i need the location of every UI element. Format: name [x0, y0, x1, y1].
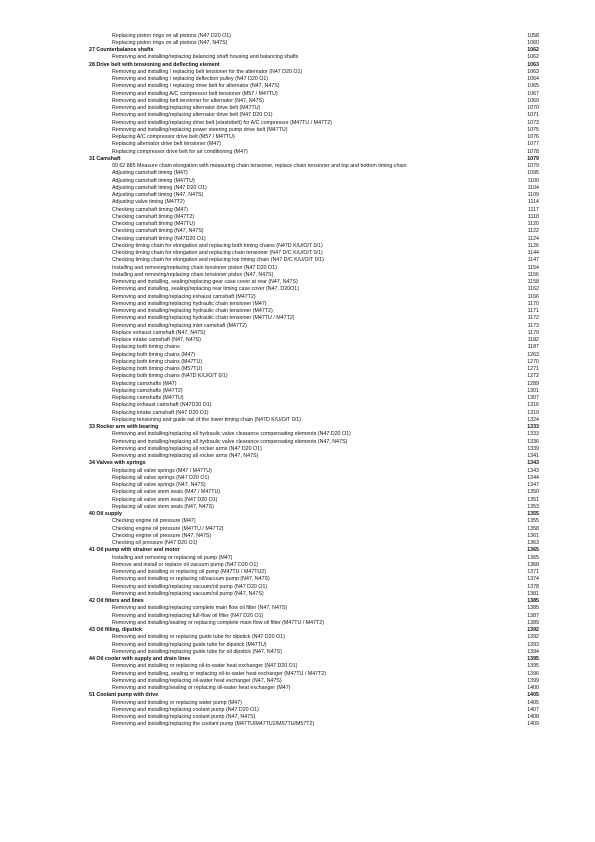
toc-entry[interactable]: [89, 98, 539, 105]
toc-page-number: 1324: [527, 416, 539, 423]
toc-entry-title: Replace intake camshaft (N47, N47S): [112, 337, 201, 343]
toc-entry-title: Removing and installing/sealing or replacing oil-water heat exchanger (M47): [112, 685, 291, 691]
toc-entry-title: Adjusting valve timing (M47T2): [112, 199, 185, 206]
toc-page-number: 1396: [527, 670, 539, 677]
toc-entry[interactable]: [89, 149, 539, 156]
toc-entry-title: Removing and installing/replacing all rocker arms (N47, N47S): [112, 453, 259, 459]
toc-entry-title: Replacing all valve springs (M47 / M47TU): [112, 467, 212, 474]
toc-section-heading[interactable]: [89, 692, 539, 699]
toc-entry-title: Replacing piston rings on all pistons (N47 D20 O1): [112, 32, 231, 39]
toc-entry[interactable]: [89, 344, 539, 351]
toc-entry-title: Removing and installing/replacing drive belt (elastobelt) for A/C compressor (M47TU / M47T2): [112, 119, 332, 126]
toc-entry-title: Removing and installing/replacing balancing shaft housing and balancing shafts: [112, 54, 299, 61]
toc-page-number: 1394: [527, 648, 539, 655]
toc-entry[interactable]: [89, 584, 539, 591]
toc-entry-title: Removing and installing/replacing hydraulic chain tensioner (M47): [112, 300, 267, 307]
toc-entry[interactable]: [89, 634, 539, 641]
toc-page-number: 1058: [527, 32, 539, 39]
toc-entry[interactable]: [89, 468, 539, 475]
toc-entry-title: Removing and installing/replacing exhaust camshaft (M47T2): [112, 293, 256, 300]
toc-entry[interactable]: [89, 555, 539, 562]
toc-entry[interactable]: [89, 540, 539, 547]
toc-page-number: 1172: [527, 315, 539, 322]
toc-page-number: 1100: [527, 177, 539, 184]
toc-page-number: 1070: [527, 105, 539, 111]
toc-entry[interactable]: [89, 373, 539, 380]
toc-entry[interactable]: [89, 707, 539, 714]
toc-entry-title: Removing and installing/replacing the coolant pump (M47TU/M47TU2/M57TU/M57T2): [112, 721, 315, 728]
toc-entry[interactable]: [89, 671, 539, 678]
toc-entry-title: Checking camshaft timing (M47TU): [112, 221, 196, 227]
toc-entry[interactable]: [89, 105, 539, 112]
toc-entry[interactable]: [89, 446, 539, 453]
toc-entry[interactable]: [89, 613, 539, 620]
toc-entry[interactable]: [89, 533, 539, 540]
toc-entry-title: Replace exhaust camshaft (N47, N47S): [112, 329, 206, 336]
toc-page-number: 1166: [527, 293, 539, 300]
toc-entry-title: Removing and installing/replacing coolant pump (N47 D20 O1): [112, 706, 259, 713]
toc-entry-title: 27 Counterbalance shafts: [89, 47, 154, 53]
toc-entry-title: Replacing alternator drive belt tensioner (M47): [112, 141, 221, 148]
toc-entry-title: Replacing camshafts (M47TU): [112, 395, 184, 401]
toc-entry-title: Checking timing chain for elongation and replacing chain tensioner (N47 D/C K/U/O/T 0/1): [112, 250, 323, 256]
toc-entry[interactable]: [89, 489, 539, 496]
toc-page-number: 1399: [527, 677, 539, 684]
toc-entry-title: Replacing piston rings on all pistons (N47, N47S): [112, 39, 228, 46]
toc-page-number: 1409: [527, 721, 539, 728]
toc-entry[interactable]: [89, 221, 539, 228]
toc-page-number: 1162: [527, 286, 539, 293]
toc-entry-title: Replacing tensioning and guide rail of the lower timing chain (N47D K/U/O/T 0/1): [112, 416, 301, 423]
toc-entry-title: Replacing all valve springs (N47, N47S): [112, 482, 206, 488]
toc-entry-title: 41 Oil pump with strainer and motor: [89, 547, 180, 554]
toc-entry[interactable]: [89, 388, 539, 395]
toc-entry-title: Checking camshaft timing (M47T2): [112, 213, 195, 220]
toc-page-number: 1263: [527, 351, 539, 358]
toc-entry[interactable]: [89, 178, 539, 185]
toc-entry[interactable]: [89, 120, 539, 127]
toc-page-number: 1154: [527, 264, 539, 271]
toc-entry[interactable]: [89, 366, 539, 373]
toc-entry-title: Checking oil pressure (N47 D20 O1): [112, 540, 198, 546]
toc-page-number: 1118: [528, 213, 539, 220]
toc-page-number: 1355: [527, 518, 539, 525]
toc-entry-title: Replacing all valve springs (N47 D20 O1): [112, 474, 210, 481]
toc-entry-title: Removing and installing, sealing/replacing gear case cover at rear (N47, N47S): [112, 279, 298, 285]
toc-entry[interactable]: [89, 265, 539, 272]
toc-entry[interactable]: [89, 475, 539, 482]
toc-entry[interactable]: [89, 381, 539, 388]
toc-entry-title: Replacing both timing chains (M57TU): [112, 366, 203, 372]
toc-entry[interactable]: [89, 323, 539, 330]
toc-entry-title: Removing and installing/replacing guide tube for oil dipstick (N47, N47S): [112, 648, 282, 655]
toc-entry-title: 34 Valves with springs: [89, 460, 146, 467]
toc-entry-title: Checking camshaft timing (N47, N47S): [112, 228, 204, 235]
toc-entry[interactable]: [89, 576, 539, 583]
toc-page-number: 1270: [527, 358, 539, 365]
toc-entry[interactable]: [89, 214, 539, 221]
toc-page-number: 1182: [527, 337, 539, 343]
toc-page-number: 1350: [527, 489, 539, 496]
toc-page-number: 1289: [527, 380, 539, 387]
toc-entry-title: 40 Oil supply: [89, 511, 122, 517]
toc-entry-title: Removing and installing/replacing hydraulic chain tensioner (M47T2): [112, 308, 273, 314]
toc-entry-title: Removing and installing or replacing oil-to-water heat exchanger (N47 D20 O1): [112, 663, 298, 670]
toc-entry[interactable]: [89, 315, 539, 322]
toc-entry-title: 00 62 885 Measure chain elongation with measuring chain tensioner, replace chain tensioner and top and bottom timing chain: [112, 163, 407, 169]
toc-entry-title: Removing and installing/replacing hydraulic chain tensioner (M47TU / M47T2): [112, 315, 295, 322]
toc-page-number: 1117: [528, 206, 539, 213]
toc-entry[interactable]: [89, 410, 539, 417]
toc-entry[interactable]: [89, 352, 539, 359]
toc-entry-title: Replacing both timing chains: [112, 344, 180, 351]
toc-entry-title: Adjusting camshaft timing (N47 D20 O1): [112, 184, 207, 191]
toc-entry-title: Replacing all valve stem seals (N47, N47S): [112, 503, 214, 510]
toc-page-number: 1079: [527, 163, 539, 169]
toc-entry[interactable]: [89, 439, 539, 446]
toc-entry-title: Removing and installing / replacing belt tensioner for the alternator (N47 D20 O1): [112, 68, 303, 75]
toc-entry[interactable]: [89, 605, 539, 612]
toc-entry-title: Replacing both timing chains (N47D K/U/O/T 0/1): [112, 373, 228, 380]
toc-entry[interactable]: [89, 228, 539, 235]
toc-entry-title: Removing and installing/replacing oil-water heat exchanger (N47, N47S): [112, 677, 282, 684]
toc-entry-title: Installing and removing/replacing chain tensioner piston (N47, N47S): [112, 271, 274, 278]
toc-page-number: 1073: [527, 119, 539, 126]
toc-entry[interactable]: [89, 294, 539, 301]
toc-entry-title: Checking timing chain for elongation and replacing both timing chains (N47D K/U/O/T 0/1): [112, 242, 323, 249]
toc-page-number: 1365: [527, 547, 539, 554]
toc-page-number: 1336: [527, 438, 539, 445]
toc-entry[interactable]: [89, 192, 539, 199]
toc-entry-title: Removing and installing, sealing/replacing rear timing case cover (N47, D20O1): [112, 286, 299, 293]
toc-page-number: 1170: [527, 300, 539, 307]
toc-entry[interactable]: [89, 236, 539, 243]
toc-page-number: 1271: [527, 366, 539, 372]
toc-page-number: 1389: [527, 619, 539, 626]
toc-page-number: 1392: [527, 634, 539, 641]
toc-page-number: 1333: [527, 424, 539, 430]
toc-page-number: 1063: [527, 61, 539, 68]
toc-entry-title: Replacing all valve stem seals (M47 / M47TU): [112, 489, 221, 496]
toc-entry-title: 51 Coolant pump with drive: [89, 692, 159, 699]
toc-entry-title: Removing and installing/replacing coolant pump (N47, N47S): [112, 714, 256, 720]
toc-page-number: 1272: [527, 373, 539, 380]
toc-entry-title: Removing and installing / replacing deflection pulley (N47 D20 O1): [112, 76, 269, 82]
toc-entry-title: 28 Drive belt with tensioning and deflecting element: [89, 61, 220, 68]
toc-entry-title: Removing and installing/replacing vacuum/oil pump (N47 D20 O1): [112, 583, 268, 590]
toc-page-number: 1319: [527, 409, 539, 416]
toc-entry-title: 31 Camshaft: [89, 155, 121, 162]
toc-page-number: 1408: [527, 714, 539, 720]
toc-page-number: 1069: [527, 97, 539, 104]
toc-entry-title: Checking engine oil pressure (M47): [112, 518, 196, 525]
toc-page-number: 1316: [527, 402, 539, 409]
toc-entry-title: Adjusting camshaft timing (M47TU): [112, 177, 195, 184]
toc-page-number: 1301: [527, 387, 539, 394]
toc-entry-title: Removing and installing or replacing guide tube for dipstick (N47 D20 O1): [112, 634, 285, 641]
toc-entry[interactable]: [89, 526, 539, 533]
toc-entry[interactable]: [89, 700, 539, 707]
toc-page-number: 1156: [527, 271, 539, 278]
toc-entry-title: Installing and removing or replacing oil pump (M47): [112, 554, 233, 561]
toc-entry[interactable]: [89, 678, 539, 685]
toc-entry[interactable]: [89, 199, 539, 206]
toc-page-number: 1158: [527, 279, 539, 285]
toc-page-number: 1343: [527, 460, 539, 467]
toc-page-number: 1060: [527, 39, 539, 46]
toc-entry-title: Removing and installing / replacing drive belt for alternator (N47, N47S): [112, 83, 280, 90]
toc-entry[interactable]: [89, 453, 539, 460]
toc-page-number: 1075: [527, 126, 539, 133]
toc-entry-title: Replacing A/C compressor drive belt (M57 / M47TU): [112, 134, 235, 140]
toc-entry[interactable]: [89, 243, 539, 250]
toc-page-number: 1385: [527, 598, 539, 604]
toc-entry[interactable]: [89, 685, 539, 692]
toc-section-heading[interactable]: [89, 424, 539, 431]
toc-entry-title: Replacing camshafts (M47): [112, 380, 177, 387]
toc-page-number: 1365: [527, 554, 539, 561]
toc-entry-title: Removing and installing/replacing complete main flow oil filter (N47, N47S): [112, 605, 288, 612]
toc-entry-title: Removing and installing/replacing inlet camshaft (M47T2): [112, 322, 247, 329]
toc-entry[interactable]: [89, 402, 539, 409]
toc-page-number: 1114: [528, 199, 539, 206]
toc-entry-title: Replacing all valve stem seals (N47 D20 O1): [112, 496, 218, 503]
toc-page-number: 1381: [527, 590, 539, 597]
toc-page-number: 1343: [527, 467, 539, 474]
toc-entry-title: Removing and installing/replacing all hydraulic valve clearance compensating elements (N47, N47S): [112, 438, 348, 445]
toc-page-number: 1363: [527, 540, 539, 546]
toc-page-number: 1062: [527, 47, 539, 53]
toc-section-heading[interactable]: [89, 62, 539, 69]
toc-entry[interactable]: [89, 337, 539, 344]
toc-entry[interactable]: [89, 257, 539, 264]
toc-entry[interactable]: [89, 163, 539, 170]
toc-entry[interactable]: [89, 497, 539, 504]
toc-section-heading[interactable]: [89, 627, 539, 634]
toc-entry[interactable]: [89, 272, 539, 279]
toc-page-number: 1344: [527, 474, 539, 481]
toc-page-number: 1395: [527, 663, 539, 670]
toc-page-number: 1095: [527, 170, 539, 177]
toc-entry-title: Removing and installing/replacing all hydraulic valve clearance compensating elements (N47 D20 O1): [112, 431, 351, 438]
toc-page-number: 1067: [527, 90, 539, 97]
toc-page-number: 1395: [527, 656, 539, 662]
table-of-contents: [89, 33, 539, 729]
toc-page-number: 1126: [527, 242, 539, 249]
toc-entry-title: Replacing exhaust camshaft (N47D20 O1): [112, 402, 212, 409]
toc-page-number: 1179: [527, 329, 539, 336]
toc-entry[interactable]: [89, 250, 539, 257]
toc-entry-title: Removing and installing, sealing or replacing oil-to-water heat exchanger (M47TU / M47T2): [112, 670, 327, 677]
toc-page-number: 1371: [527, 569, 539, 575]
toc-section-heading[interactable]: [89, 656, 539, 663]
toc-entry-title: 44 Oil cooler with supply and drain lines: [89, 656, 191, 662]
toc-entry[interactable]: [89, 83, 539, 90]
toc-page-number: 1124: [527, 235, 539, 242]
toc-page-number: 1065: [527, 83, 539, 90]
toc-entry[interactable]: [89, 112, 539, 119]
toc-entry[interactable]: [89, 33, 539, 40]
toc-page-number: 1374: [527, 576, 539, 583]
toc-entry[interactable]: [89, 504, 539, 511]
toc-section-heading[interactable]: [89, 598, 539, 605]
toc-entry-title: Removing and installing or replacing oil pump (M47TU / M47TU2): [112, 569, 266, 575]
toc-entry[interactable]: [89, 395, 539, 402]
toc-page-number: 1353: [527, 503, 539, 510]
toc-page-number: 1307: [527, 395, 539, 401]
toc-page-number: 1076: [527, 134, 539, 140]
toc-entry[interactable]: [89, 69, 539, 76]
toc-entry-title: Removing and installing belt tensioner for alternator (N47, N47S): [112, 97, 264, 104]
toc-entry[interactable]: [89, 591, 539, 598]
toc-entry[interactable]: [89, 76, 539, 83]
toc-entry[interactable]: [89, 207, 539, 214]
toc-entry-title: Checking engine oil pressure (M47TU / M47T2): [112, 525, 224, 532]
toc-entry[interactable]: [89, 134, 539, 141]
toc-entry-title: Removing and installing/sealing or replacing complete main flow oil filter (M47TU / M47T2): [112, 619, 324, 626]
toc-page-number: 1407: [527, 706, 539, 713]
toc-entry[interactable]: [89, 54, 539, 61]
toc-section-heading[interactable]: [89, 460, 539, 467]
toc-entry-title: Replacing compressor drive belt for air conditioning (M47): [112, 148, 248, 155]
toc-page-number: 1341: [527, 453, 539, 459]
toc-page-number: 1393: [527, 641, 539, 648]
toc-page-number: 1147: [527, 257, 539, 264]
toc-entry-title: Removing and installing/replacing alternator drive belt (M47TU): [112, 105, 261, 111]
toc-section-heading[interactable]: [89, 47, 539, 54]
toc-page-number: 1405: [527, 692, 539, 699]
toc-entry-title: Removing and installing/replacing power steering pump drive belt (M47TU): [112, 126, 288, 133]
toc-page-number: 1358: [527, 525, 539, 532]
toc-entry-title: Replacing camshafts (M47T2): [112, 387, 183, 394]
toc-entry-title: Removing and installing/replacing all rocker arms (N47 D20 O1): [112, 445, 262, 452]
toc-entry-title: Adjusting camshaft timing (M47): [112, 170, 188, 177]
toc-entry-title: Checking engine oil pressure (N47, N47S): [112, 532, 212, 539]
toc-page-number: 1071: [527, 112, 539, 119]
toc-page-number: 1351: [527, 496, 539, 503]
toc-page-number: 1400: [527, 685, 539, 691]
toc-section-heading[interactable]: [89, 511, 539, 518]
toc-entry[interactable]: [89, 431, 539, 438]
toc-entry-title: Removing and installing/replacing guide tube for dipstick (M47TU): [112, 641, 267, 648]
toc-page-number: 1062: [527, 54, 539, 61]
toc-page-number: 1122: [527, 228, 539, 235]
toc-page-number: 1078: [527, 148, 539, 155]
toc-entry-title: Checking timing chain for elongation and replacing top timing chain (N47 D/C K/U/O/T 0/1): [112, 257, 324, 264]
toc-page-number: 1387: [527, 612, 539, 619]
toc-page-number: 1385: [527, 605, 539, 612]
toc-page-number: 1355: [527, 511, 539, 517]
toc-page-number: 1079: [527, 155, 539, 162]
toc-page-number: 1120: [527, 221, 539, 227]
toc-page-number: 1361: [527, 532, 539, 539]
toc-entry-title: Replacing intake camshaft (N47 D20 O1): [112, 409, 209, 416]
toc-page-number: 1187: [527, 344, 539, 351]
toc-page-number: 1063: [527, 68, 539, 75]
toc-entry-title: Removing and installing A/C compressor belt tensioner (M57 / M47TU): [112, 90, 278, 97]
toc-entry[interactable]: [89, 562, 539, 569]
toc-entry[interactable]: [89, 170, 539, 177]
toc-entry[interactable]: [89, 721, 539, 728]
toc-page-number: 1347: [527, 482, 539, 488]
toc-page-number: 1144: [527, 250, 539, 256]
toc-entry-title: Installing and removing/replacing chain tensioner piston (N47 D20 O1): [112, 264, 277, 271]
toc-entry-title: 42 Oil filters and lines: [89, 598, 144, 604]
toc-section-heading[interactable]: [89, 547, 539, 554]
toc-entry[interactable]: [89, 569, 539, 576]
toc-entry-title: 33 Rocker arm with bearing: [89, 424, 159, 430]
toc-entry-title: Removing and installing or replacing oil/vacuum pump (N47, N47S): [112, 576, 270, 583]
toc-page-number: 1077: [527, 141, 539, 148]
toc-entry[interactable]: [89, 330, 539, 337]
toc-entry-title: Replacing both timing chains (M47TU): [112, 358, 203, 365]
toc-entry[interactable]: [89, 286, 539, 293]
toc-entry-title: Replacing both timing chains (M47): [112, 351, 196, 358]
toc-entry-title: Removing and installing or replacing water pump (M47): [112, 699, 242, 706]
toc-entry-title: Removing and installing/replacing alternator drive belt (N47 D20 O1): [112, 112, 273, 119]
toc-entry-title: Checking camshaft timing (N47D20 O1): [112, 235, 206, 242]
toc-entry-title: Remove and install or replace oil vacuum pump (N47 D20 O1): [112, 561, 259, 568]
toc-entry[interactable]: [89, 127, 539, 134]
toc-page-number: 1173: [527, 322, 539, 329]
toc-entry-title: Removing and installing/replacing vacuum/oil pump (N47, N47S): [112, 590, 264, 597]
toc-page-number: 1333: [527, 431, 539, 438]
toc-entry[interactable]: [89, 518, 539, 525]
toc-entry[interactable]: [89, 714, 539, 721]
toc-entry[interactable]: [89, 649, 539, 656]
toc-entry[interactable]: [89, 308, 539, 315]
toc-page-number: 1378: [527, 583, 539, 590]
toc-entry[interactable]: [89, 141, 539, 148]
toc-entry-title: 43 Oil filling, dipstick: [89, 627, 142, 633]
toc-entry[interactable]: [89, 663, 539, 670]
toc-entry[interactable]: [89, 91, 539, 98]
toc-page-number: 1171: [527, 308, 539, 314]
toc-entry[interactable]: [89, 279, 539, 286]
toc-page-number: 1339: [527, 445, 539, 452]
toc-entry[interactable]: [89, 359, 539, 366]
toc-entry-title: Adjusting camshaft timing (N47, N47S): [112, 192, 204, 198]
toc-entry[interactable]: [89, 40, 539, 47]
toc-page-number: 1104: [527, 184, 539, 191]
toc-entry[interactable]: [89, 642, 539, 649]
toc-page-number: 1064: [527, 76, 539, 82]
toc-page-number: 1405: [527, 699, 539, 706]
toc-entry[interactable]: [89, 301, 539, 308]
toc-entry[interactable]: [89, 185, 539, 192]
toc-section-heading[interactable]: [89, 156, 539, 163]
toc-page-number: 1368: [527, 561, 539, 568]
toc-page-number: 1392: [527, 627, 539, 633]
toc-entry[interactable]: [89, 620, 539, 627]
toc-entry[interactable]: [89, 417, 539, 424]
toc-entry-title: Removing and installing/replacing full-flow oil filter (N47 D20 O1): [112, 612, 264, 619]
toc-entry[interactable]: [89, 482, 539, 489]
toc-entry-title: Checking camshaft timing (M47): [112, 206, 188, 213]
toc-page-number: 1109: [527, 192, 539, 198]
